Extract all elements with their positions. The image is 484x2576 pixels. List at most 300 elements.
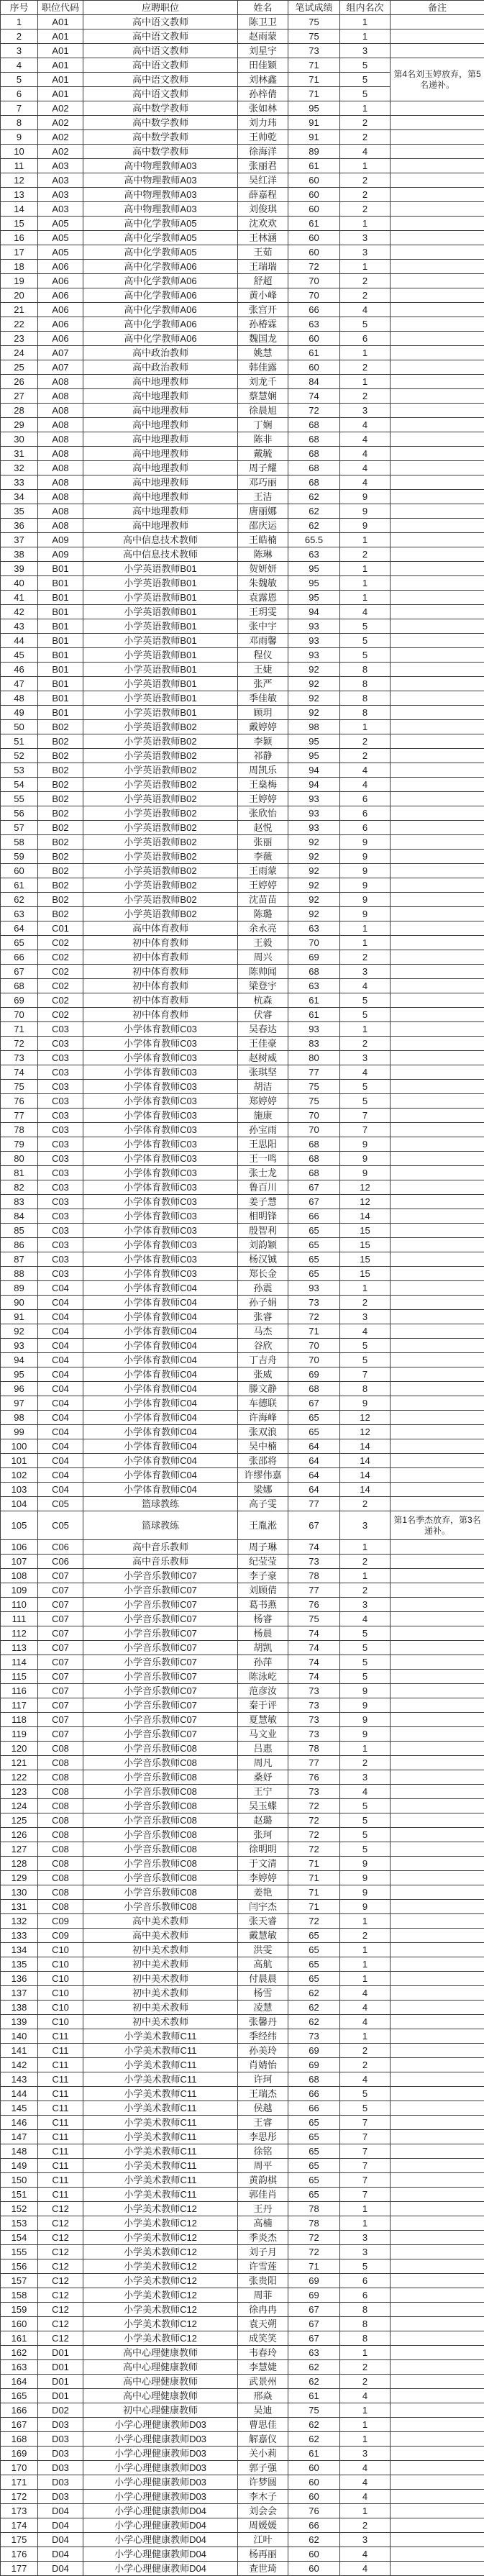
cell-serial: 19 [1, 274, 38, 288]
cell-position: 小学体育教师C04 [83, 1310, 238, 1324]
cell-position: 小学音乐教师C07 [83, 1569, 238, 1583]
cell-remark [391, 217, 484, 231]
table-row [1, 15, 484, 29]
cell-written-score: 60 [288, 360, 340, 375]
cell-serial: 85 [1, 1224, 38, 1238]
cell-remark [391, 763, 484, 778]
table-row [1, 2389, 484, 2403]
cell-serial: 78 [1, 1123, 38, 1137]
cell-group-rank: 4 [340, 145, 391, 159]
table-row [1, 2001, 484, 2015]
table-row [1, 274, 484, 288]
cell-position-code: A08 [38, 447, 83, 461]
cell-serial: 156 [1, 2259, 38, 2274]
table-row [1, 921, 484, 936]
cell-remark [391, 418, 484, 432]
cell-written-score: 60 [288, 2461, 340, 2475]
cell-serial: 98 [1, 1411, 38, 1425]
cell-serial: 50 [1, 720, 38, 734]
cell-position: 小学体育教师C04 [83, 1411, 238, 1425]
cell-remark [391, 1396, 484, 1411]
cell-name: 邢焱 [238, 2389, 288, 2403]
cell-remark [391, 1957, 484, 1972]
cell-serial: 108 [1, 1569, 38, 1583]
cell-serial: 82 [1, 1180, 38, 1195]
table-row [1, 2346, 484, 2360]
cell-position: 小学英语教师B01 [83, 706, 238, 720]
cell-serial: 173 [1, 2504, 38, 2518]
cell-group-rank: 1 [340, 101, 391, 116]
cell-position: 小学音乐教师C08 [83, 1785, 238, 1799]
cell-position: 高中地理教师 [83, 432, 238, 447]
cell-serial: 119 [1, 1727, 38, 1742]
cell-group-rank: 3 [340, 2533, 391, 2547]
cell-remark [391, 173, 484, 188]
table-row [1, 1785, 484, 1799]
cell-remark [391, 562, 484, 576]
cell-written-score: 71 [288, 1871, 340, 1885]
cell-name: 张邵将 [238, 1454, 288, 1468]
table-row [1, 2533, 484, 2547]
table-row [1, 1540, 484, 1555]
cell-group-rank: 4 [340, 979, 391, 993]
cell-position-code: C06 [38, 1555, 83, 1569]
table-row [1, 288, 484, 303]
table-row [1, 720, 484, 734]
table-row [1, 1497, 484, 1511]
cell-group-rank: 5 [340, 1670, 391, 1684]
cell-group-rank: 4 [340, 447, 391, 461]
cell-position: 小学心理健康教师D04 [83, 2518, 238, 2533]
cell-written-score: 66 [288, 2087, 340, 2101]
cell-serial: 122 [1, 1770, 38, 1785]
cell-remark [391, 907, 484, 921]
cell-remark [391, 634, 484, 648]
cell-group-rank: 9 [340, 1684, 391, 1698]
cell-name: 马文业 [238, 1727, 288, 1742]
cell-written-score: 77 [288, 1583, 340, 1598]
cell-group-rank: 14 [340, 1468, 391, 1483]
table-row [1, 1742, 484, 1756]
cell-name: 徐冉冉 [238, 2303, 288, 2317]
table-row [1, 2029, 484, 2044]
table-row [1, 1842, 484, 1857]
cell-remark [391, 2547, 484, 2562]
cell-name: 王丹 [238, 2202, 288, 2216]
cell-written-score: 67 [288, 2317, 340, 2331]
cell-group-rank: 1 [340, 1281, 391, 1296]
cell-position-code: C11 [38, 2188, 83, 2202]
table-row [1, 1454, 484, 1468]
cell-position: 小学美术教师C12 [83, 2288, 238, 2303]
table-row [1, 1885, 484, 1900]
cell-written-score: 61 [288, 217, 340, 231]
cell-position-code: B01 [38, 576, 83, 591]
cell-remark [391, 2116, 484, 2130]
cell-remark [391, 2475, 484, 2490]
cell-written-score: 60 [288, 188, 340, 202]
cell-remark [391, 2072, 484, 2087]
cell-position: 小学音乐教师C08 [83, 1842, 238, 1857]
cell-name: 洪雯 [238, 1943, 288, 1957]
cell-written-score: 71 [288, 1885, 340, 1900]
cell-written-score: 62 [288, 2432, 340, 2447]
cell-group-rank: 7 [340, 2159, 391, 2173]
cell-group-rank: 1 [340, 1943, 391, 1957]
cell-name: 孙震 [238, 1281, 288, 1296]
cell-position: 高中语文教师 [83, 15, 238, 29]
cell-remark [391, 1799, 484, 1813]
cell-name: 陈非 [238, 432, 288, 447]
table-row [1, 562, 484, 576]
table-row [1, 792, 484, 806]
cell-name: 周平 [238, 2159, 288, 2173]
cell-remark [391, 1497, 484, 1511]
cell-position: 小学体育教师C03 [83, 1209, 238, 1224]
cell-remark [391, 332, 484, 346]
table-row [1, 850, 484, 864]
cell-name: 徐明明 [238, 1842, 288, 1857]
cell-position: 小学英语教师B01 [83, 677, 238, 691]
cell-name: 张馨丹 [238, 2015, 288, 2029]
cell-position: 高中化学教师A05 [83, 217, 238, 231]
cell-serial: 91 [1, 1310, 38, 1324]
cell-name: 张欣怡 [238, 806, 288, 821]
cell-position: 小学体育教师C04 [83, 1454, 238, 1468]
cell-serial: 40 [1, 576, 38, 591]
cell-position-code: C12 [38, 2274, 83, 2288]
cell-remark [391, 1037, 484, 1051]
cell-position: 小学音乐教师C08 [83, 1857, 238, 1871]
cell-written-score: 73 [288, 1713, 340, 1727]
table-row [1, 893, 484, 907]
cell-position-code: B02 [38, 893, 83, 907]
cell-remark [391, 317, 484, 332]
cell-written-score: 65 [288, 2130, 340, 2144]
cell-position-code: C10 [38, 1943, 83, 1957]
table-row [1, 1166, 484, 1180]
cell-position-code: C11 [38, 2144, 83, 2159]
cell-remark [391, 1929, 484, 1943]
cell-position: 小学美术教师C12 [83, 2303, 238, 2317]
cell-group-rank: 15 [340, 1267, 391, 1281]
cell-serial: 75 [1, 1080, 38, 1094]
cell-position-code: C03 [38, 1267, 83, 1281]
cell-position: 小学音乐教师C07 [83, 1727, 238, 1742]
cell-serial: 177 [1, 2562, 38, 2576]
cell-position: 小学体育教师C03 [83, 1137, 238, 1152]
cell-position: 小学英语教师B02 [83, 792, 238, 806]
table-row [1, 2317, 484, 2331]
cell-serial: 114 [1, 1655, 38, 1670]
cell-name: 王瑞瑞 [238, 260, 288, 274]
cell-position: 小学音乐教师C07 [83, 1583, 238, 1598]
cell-serial: 34 [1, 490, 38, 504]
cell-group-rank: 2 [340, 1583, 391, 1598]
cell-position: 高中美术教师 [83, 1914, 238, 1929]
table-row [1, 950, 484, 965]
cell-position: 小学体育教师C03 [83, 1180, 238, 1195]
cell-serial: 161 [1, 2331, 38, 2346]
cell-written-score: 69 [288, 2274, 340, 2288]
cell-remark [391, 1339, 484, 1353]
cell-position: 小学体育教师C03 [83, 1051, 238, 1065]
cell-position-code: C07 [38, 1641, 83, 1655]
cell-position-code: C10 [38, 2001, 83, 2015]
cell-group-rank: 5 [340, 1339, 391, 1353]
table-row [1, 2188, 484, 2202]
table-row [1, 2331, 484, 2346]
cell-name: 武景州 [238, 2375, 288, 2389]
cell-remark [391, 1670, 484, 1684]
cell-serial: 117 [1, 1698, 38, 1713]
table-row [1, 2432, 484, 2447]
cell-position: 小学美术教师C11 [83, 2173, 238, 2188]
cell-name: 赵雨蒙 [238, 29, 288, 44]
cell-group-rank: 3 [340, 231, 391, 245]
cell-position: 小学体育教师C04 [83, 1339, 238, 1353]
cell-serial: 139 [1, 2015, 38, 2029]
cell-position: 高中地理教师 [83, 375, 238, 389]
cell-name: 高楠 [238, 2216, 288, 2231]
cell-name: 王胤淞 [238, 1511, 288, 1540]
cell-remark [391, 519, 484, 533]
table-row [1, 1224, 484, 1238]
table-row [1, 504, 484, 519]
cell-written-score: 78 [288, 1742, 340, 1756]
cell-group-rank: 14 [340, 1454, 391, 1468]
cell-written-score: 69 [288, 1367, 340, 1382]
cell-name: 徐铭 [238, 2144, 288, 2159]
cell-written-score: 60 [288, 173, 340, 188]
cell-group-rank: 1 [340, 1022, 391, 1037]
cell-group-rank: 9 [340, 878, 391, 893]
cell-remark [391, 619, 484, 634]
cell-name: 吴迪 [238, 2403, 288, 2418]
cell-position: 高中化学教师A06 [83, 260, 238, 274]
cell-position-code: C07 [38, 1670, 83, 1684]
cell-position-code: D04 [38, 2504, 83, 2518]
cell-position-code: C03 [38, 1065, 83, 1080]
cell-group-rank: 9 [340, 1137, 391, 1152]
table-row [1, 1080, 484, 1094]
cell-group-rank: 9 [340, 1713, 391, 1727]
table-row [1, 2058, 484, 2072]
cell-serial: 127 [1, 1842, 38, 1857]
table-row [1, 2274, 484, 2288]
cell-position-code: C04 [38, 1454, 83, 1468]
cell-serial: 88 [1, 1267, 38, 1281]
cell-position-code: C12 [38, 2259, 83, 2274]
cell-group-rank: 2 [340, 1555, 391, 1569]
cell-written-score: 68 [288, 1382, 340, 1396]
cell-group-rank: 1 [340, 562, 391, 576]
cell-serial: 118 [1, 1713, 38, 1727]
cell-serial: 24 [1, 346, 38, 360]
cell-remark [391, 1885, 484, 1900]
table-row [1, 648, 484, 663]
cell-name: 张威 [238, 1367, 288, 1382]
cell-position-code: A07 [38, 346, 83, 360]
cell-remark [391, 2346, 484, 2360]
cell-group-rank: 3 [340, 2245, 391, 2259]
cell-serial: 43 [1, 619, 38, 634]
cell-written-score: 70 [288, 1353, 340, 1367]
cell-name: 高航 [238, 1957, 288, 1972]
cell-written-score: 74 [288, 1641, 340, 1655]
cell-group-rank: 9 [340, 1857, 391, 1871]
cell-serial: 81 [1, 1166, 38, 1180]
cell-position: 高中语文教师 [83, 87, 238, 101]
cell-serial: 89 [1, 1281, 38, 1296]
cell-position: 小学美术教师C12 [83, 2245, 238, 2259]
cell-remark [391, 145, 484, 159]
cell-written-score: 65 [288, 2173, 340, 2188]
cell-remark [391, 15, 484, 29]
cell-position-code: A08 [38, 389, 83, 404]
cell-position-code: C03 [38, 1166, 83, 1180]
cell-group-rank: 1 [340, 720, 391, 734]
cell-name: 姜子慧 [238, 1195, 288, 1209]
cell-group-rank: 2 [340, 2044, 391, 2058]
table-row [1, 576, 484, 591]
cell-written-score: 92 [288, 878, 340, 893]
cell-name: 陈琳 [238, 547, 288, 562]
cell-remark [391, 1382, 484, 1396]
cell-serial: 166 [1, 2403, 38, 2418]
cell-group-rank: 4 [340, 432, 391, 447]
cell-serial: 169 [1, 2447, 38, 2461]
cell-position-code: C07 [38, 1655, 83, 1670]
table-row [1, 1339, 484, 1353]
cell-position-code: A03 [38, 202, 83, 217]
cell-position: 小学音乐教师C08 [83, 1900, 238, 1914]
cell-written-score: 72 [288, 1914, 340, 1929]
cell-position-code: C04 [38, 1468, 83, 1483]
cell-name: 张士龙 [238, 1166, 288, 1180]
cell-name: 李慧婕 [238, 2360, 288, 2375]
cell-position: 小学体育教师C03 [83, 1252, 238, 1267]
cell-serial: 121 [1, 1756, 38, 1770]
cell-written-score: 62 [288, 2418, 340, 2432]
cell-serial: 84 [1, 1209, 38, 1224]
cell-group-rank: 3 [340, 2447, 391, 2461]
cell-remark [391, 1224, 484, 1238]
table-row [1, 346, 484, 360]
cell-group-rank: 1 [340, 260, 391, 274]
cell-name: 王瑞杰 [238, 2087, 288, 2101]
cell-serial: 138 [1, 2001, 38, 2015]
cell-name: 王婕 [238, 663, 288, 677]
cell-remark [391, 188, 484, 202]
cell-remark [391, 1785, 484, 1799]
cell-written-score: 77 [288, 1497, 340, 1511]
cell-name: 季佳敏 [238, 691, 288, 706]
cell-remark [391, 1626, 484, 1641]
cell-name: 张珂 [238, 1828, 288, 1842]
cell-group-rank: 2 [340, 950, 391, 965]
cell-written-score: 71 [288, 1324, 340, 1339]
cell-written-score: 76 [288, 1770, 340, 1785]
cell-position: 初中体育教师 [83, 950, 238, 965]
cell-group-rank: 2 [340, 2058, 391, 2072]
cell-position-code: C09 [38, 1914, 83, 1929]
cell-group-rank: 2 [340, 1037, 391, 1051]
cell-remark [391, 2418, 484, 2432]
cell-name: 许珂 [238, 2072, 288, 2087]
cell-name: 徐海洋 [238, 145, 288, 159]
table-row [1, 821, 484, 835]
cell-group-rank: 1 [340, 591, 391, 605]
cell-group-rank: 9 [340, 1152, 391, 1166]
cell-position-code: C08 [38, 1900, 83, 1914]
table-row [1, 1382, 484, 1396]
cell-group-rank: 9 [340, 907, 391, 921]
cell-name: 赵树威 [238, 1051, 288, 1065]
cell-remark [391, 1583, 484, 1598]
cell-name: 吴玉蝶 [238, 1799, 288, 1813]
cell-remark [391, 1555, 484, 1569]
cell-group-rank: 1 [340, 2418, 391, 2432]
cell-serial: 111 [1, 1612, 38, 1626]
table-row [1, 1957, 484, 1972]
cell-group-rank: 2 [340, 116, 391, 130]
cell-serial: 5 [1, 73, 38, 87]
cell-serial: 110 [1, 1598, 38, 1612]
cell-group-rank: 1 [340, 159, 391, 173]
cell-name: 李婷婷 [238, 1871, 288, 1885]
cell-position: 小学体育教师C03 [83, 1065, 238, 1080]
cell-name: 梁娜 [238, 1483, 288, 1497]
cell-remark [391, 432, 484, 447]
cell-remark [391, 950, 484, 965]
cell-position-code: B01 [38, 634, 83, 648]
cell-remark [391, 2389, 484, 2403]
cell-group-rank: 6 [340, 2274, 391, 2288]
cell-serial: 141 [1, 2044, 38, 2058]
table-row [1, 2231, 484, 2245]
cell-group-rank: 8 [340, 1382, 391, 1396]
column-header: 备注 [391, 1, 484, 15]
cell-name: 沈欢欢 [238, 217, 288, 231]
cell-serial: 137 [1, 1986, 38, 2001]
cell-serial: 163 [1, 2360, 38, 2375]
table-row [1, 188, 484, 202]
table-row [1, 1972, 484, 1986]
table-row [1, 519, 484, 533]
cell-position-code: A02 [38, 101, 83, 116]
cell-position-code: B02 [38, 864, 83, 878]
cell-serial: 164 [1, 2375, 38, 2389]
cell-group-rank: 7 [340, 1123, 391, 1137]
cell-name: 成笑笑 [238, 2331, 288, 2346]
cell-serial: 55 [1, 792, 38, 806]
cell-serial: 10 [1, 145, 38, 159]
cell-position: 高中体育教师 [83, 921, 238, 936]
cell-group-rank: 2 [340, 1497, 391, 1511]
cell-serial: 116 [1, 1684, 38, 1698]
cell-remark [391, 2144, 484, 2159]
cell-position: 高中心理健康教师 [83, 2360, 238, 2375]
cell-written-score: 92 [288, 893, 340, 907]
cell-serial: 90 [1, 1296, 38, 1310]
table-row [1, 2418, 484, 2432]
cell-serial: 58 [1, 835, 38, 850]
cell-position: 高中美术教师 [83, 1929, 238, 1943]
cell-group-rank: 4 [340, 461, 391, 475]
cell-position-code: A06 [38, 288, 83, 303]
cell-name: 许梦圆 [238, 2475, 288, 2490]
